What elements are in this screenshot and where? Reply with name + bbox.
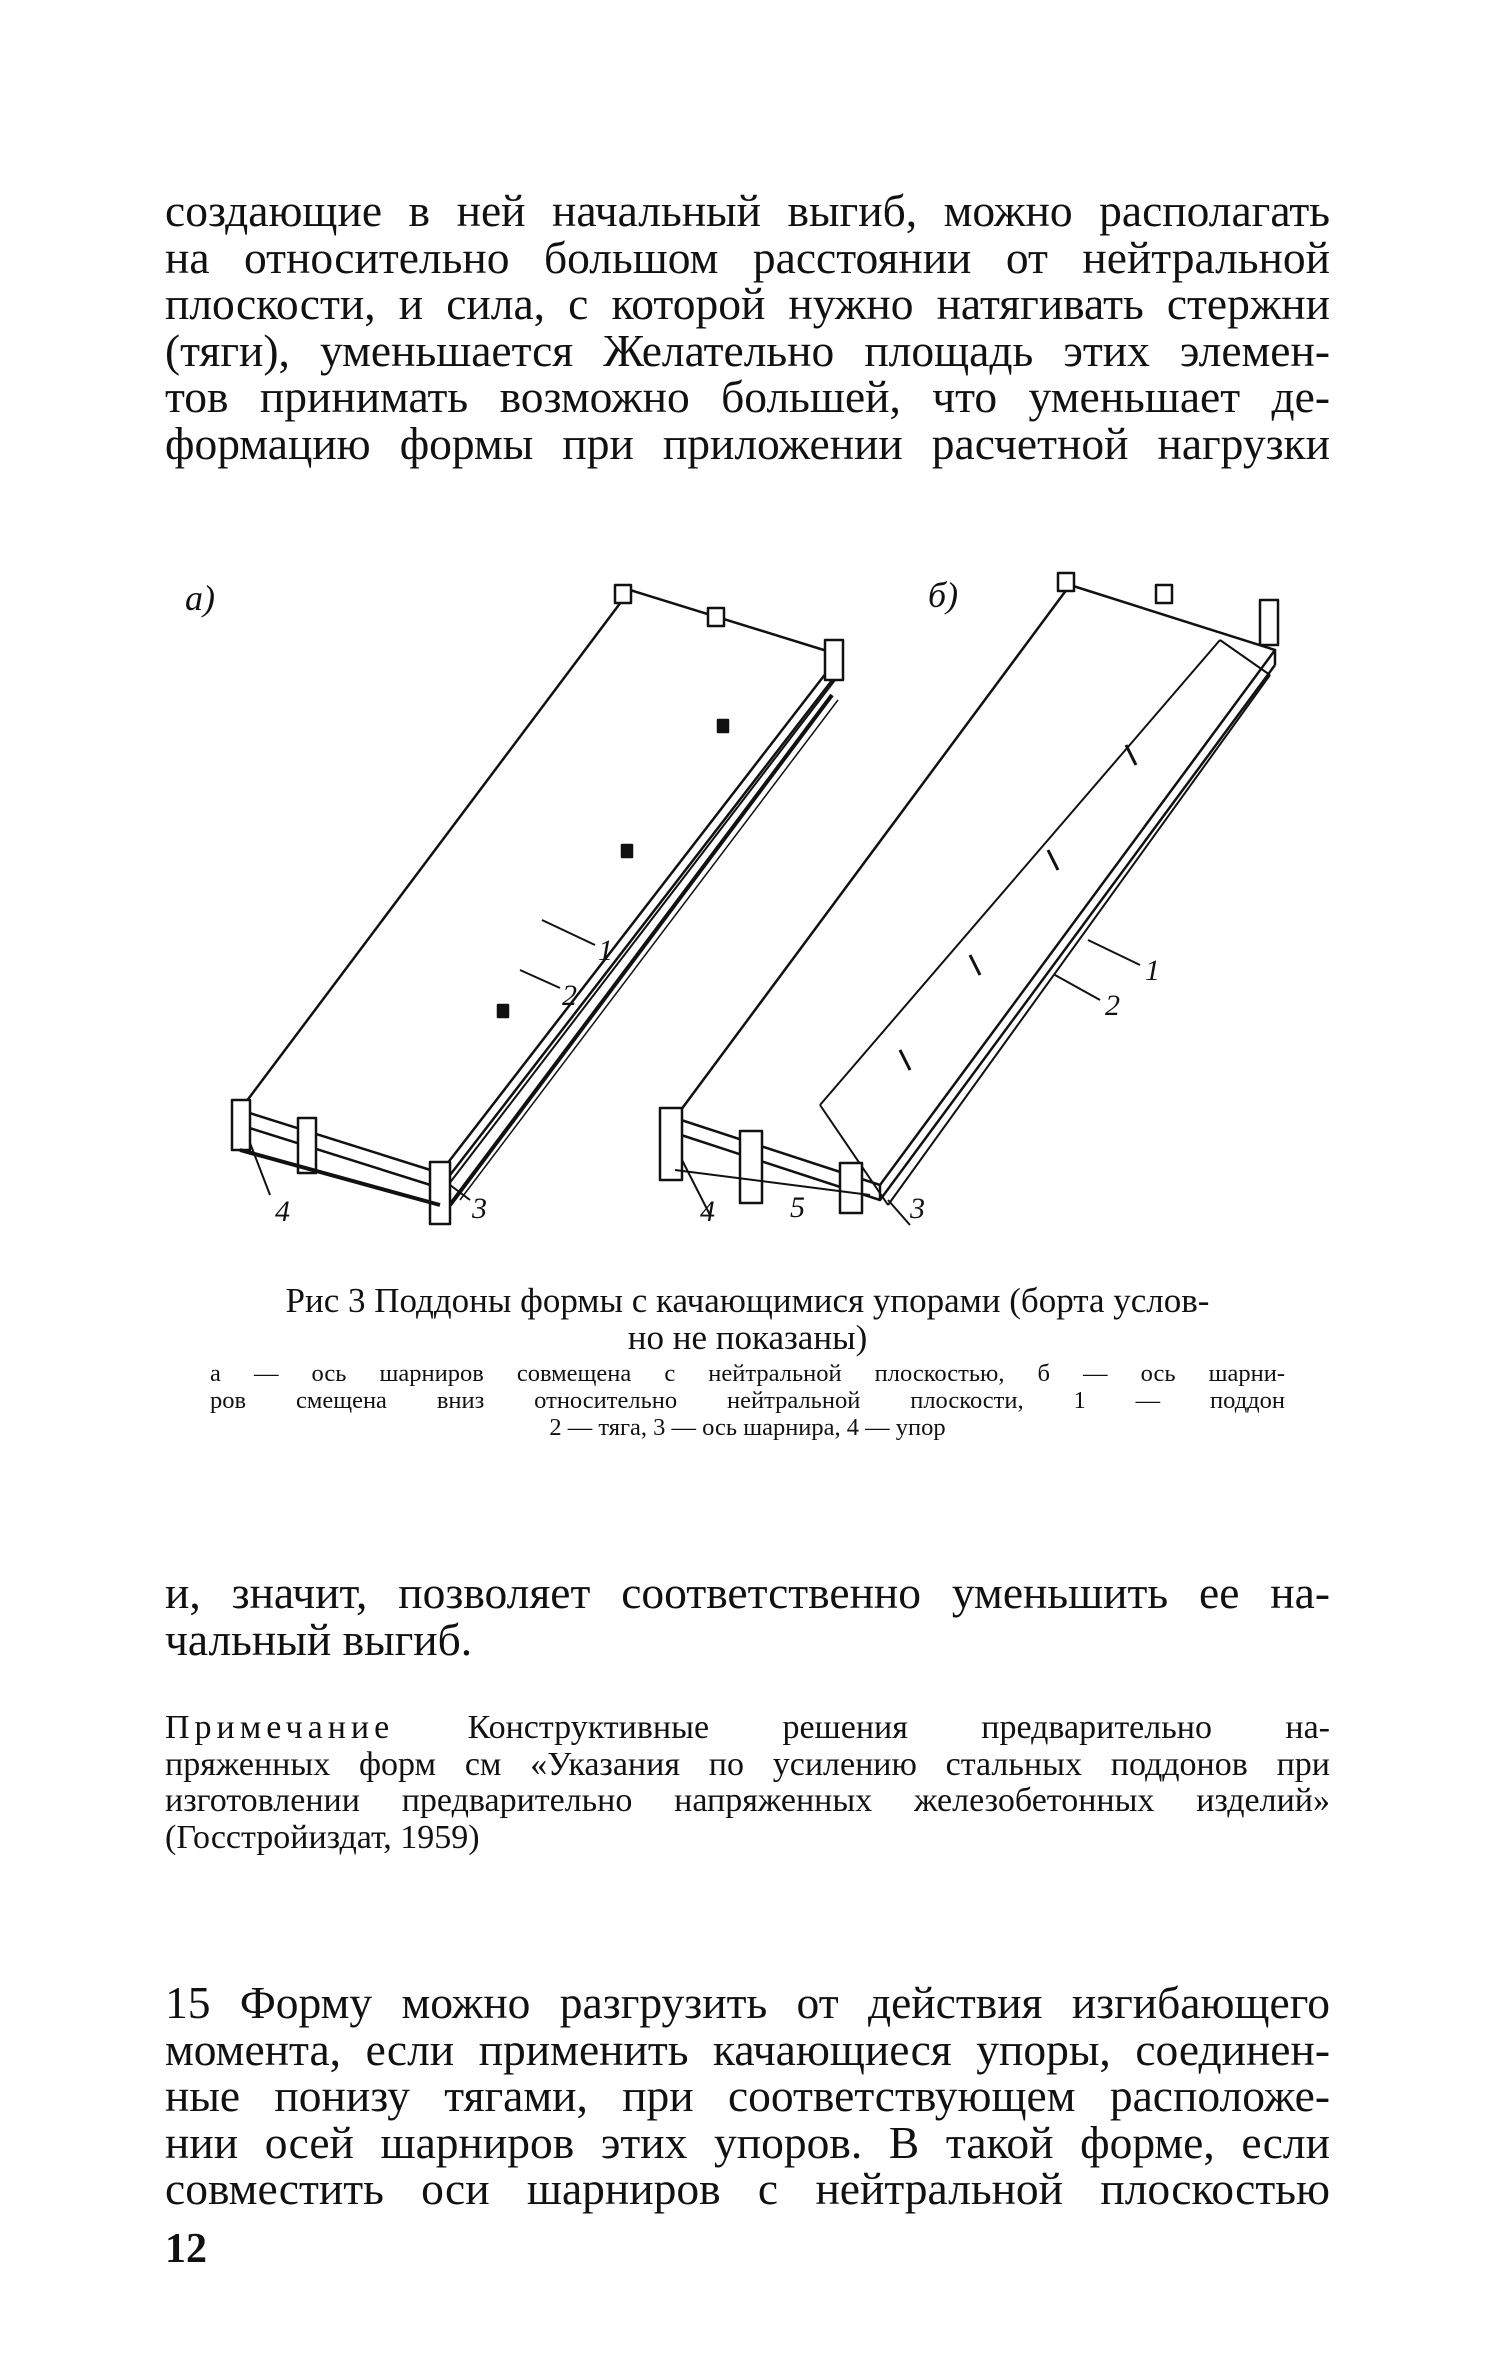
text-line: нии осей шарниров этих упоров. В такой форме, если [165,2116,1330,2168]
callout-a-1: 1 [598,934,613,967]
text-line: чальный выгиб. [165,1613,473,1665]
callout-b-5: 5 [790,1191,805,1224]
legend-line: ров смещена вниз относительно нейтральной плоскости, 1 — поддон [210,1387,1285,1414]
text-line: и, значит, позволяет соответственно уменьшить ее на- [165,1567,1330,1618]
text-line: 15 Форму можно разгрузить от действия изгибающего [165,1977,1330,2028]
caption-legend [210,1360,1285,1441]
callout-b-1: 1 [1145,954,1160,987]
callout-b-2: 2 [1105,989,1120,1022]
page-number: 12 [165,2226,207,2272]
note-line1-text: Конструктивные решения предварительно на- [467,1709,1330,1746]
callout-a-3: 3 [472,1192,487,1225]
text-line: момента, если применить качающиеся упоры, соединен- [165,2023,1330,2075]
note-line: пряженных форм см «Указания по усилению стальных поддонов при [165,1745,1330,1783]
note-line [165,1710,1330,1747]
callout-a-4: 4 [275,1195,290,1228]
note-line: изготовлении предварительно напряженных железобетонных изделий» [165,1782,1330,1819]
note-block [165,1710,1330,1856]
text-line: совместить оси шарниров с нейтральной плоскостью [165,2163,1330,2214]
caption-line: но не показаны) [627,1318,868,1357]
paragraph-middle [165,1567,1330,1665]
figure-caption [210,1282,1285,1441]
paragraph-bottom [165,1977,1330,2214]
callout-a-2: 2 [562,979,577,1012]
text-line: формацию формы при приложении расчетной нагрузки [165,417,1330,469]
callout-b-4: 4 [700,1195,715,1228]
caption-title [210,1282,1285,1356]
text-line: на относительно большом расстоянии от нейтральной [165,231,1330,283]
callout-b-3: 3 [910,1192,925,1225]
text-line: плоскости, и сила, с которой нужно натягивать стержни [165,278,1330,329]
text-line: ные понизу тягами, при соответствующем расположе- [165,2070,1330,2121]
note-line: (Госстройиздат, 1959) [165,1818,480,1856]
note-label: Примечание [165,1709,395,1746]
figure-pallets [185,545,1280,1228]
legend-line: а — ось шарниров совмещена с нейтральной плоскостью, б — ось шарни- [210,1360,1285,1387]
caption-line: Рис 3 Поддоны формы с качающимися упорами (борта услов- [285,1281,1210,1320]
panel-a-label: а) [185,578,215,618]
legend-line: 2 — тяга, 3 — ось шарнира, 4 — упор [549,1414,946,1441]
text-line: тов принимать возможно большей, что уменьшает де- [165,371,1330,422]
paragraph-top [165,185,1330,469]
text-line: создающие в ней начальный выгиб, можно располагать [165,185,1330,236]
text-line: (тяги), уменьшается Желательно площадь этих элемен- [165,324,1330,376]
panel-b-label: б) [928,575,959,615]
